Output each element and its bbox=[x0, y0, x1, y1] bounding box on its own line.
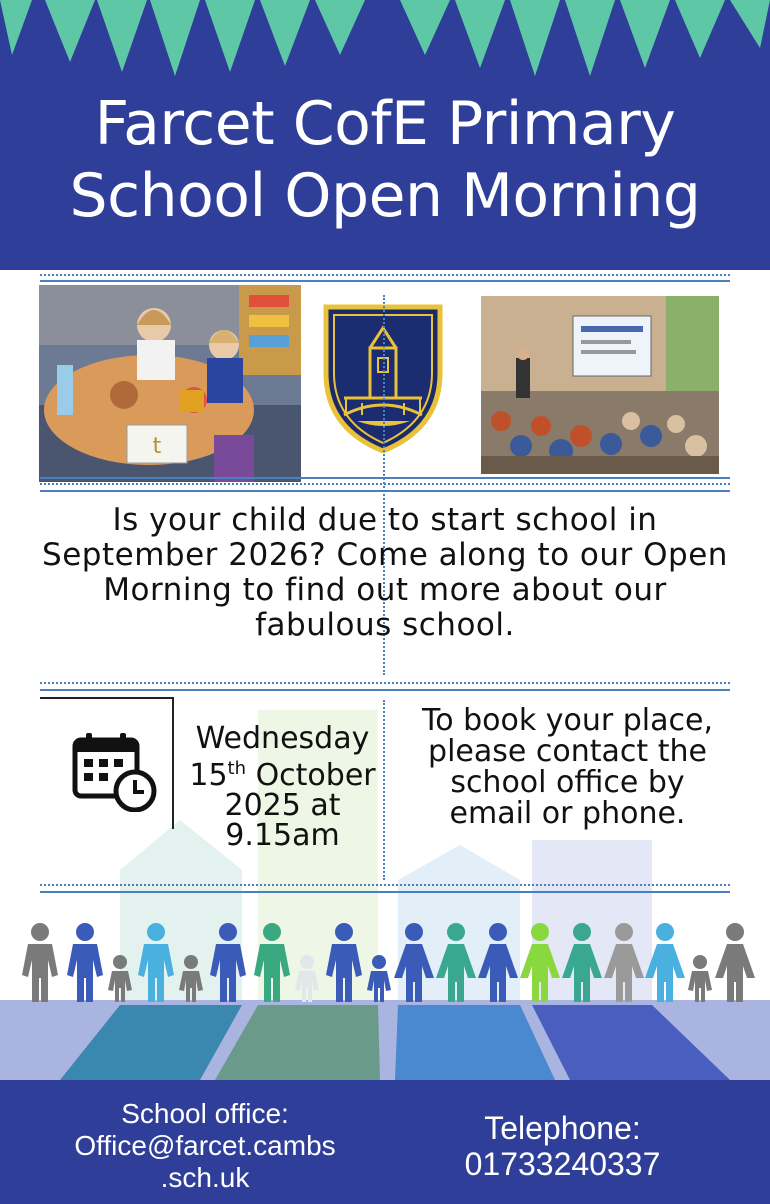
ground-graphic bbox=[0, 1000, 770, 1080]
divider bbox=[40, 884, 730, 886]
intro-text: Is your child due to start school in September 2026? Come along to our Open Morning to find out more about our fabulous school. bbox=[42, 502, 728, 643]
office-contact bbox=[40, 1098, 370, 1194]
telephone-label: Telephone: bbox=[484, 1110, 641, 1146]
divider bbox=[40, 477, 730, 479]
divider bbox=[40, 280, 730, 282]
booking-text: To book your place, please contact the school office by email or phone. bbox=[421, 703, 714, 831]
office-email-line-1[interactable]: Office@farcet.cambs bbox=[74, 1130, 336, 1161]
office-email-line-2[interactable]: .sch.uk bbox=[160, 1162, 250, 1193]
divider bbox=[40, 274, 730, 276]
telephone-number[interactable]: 01733240337 bbox=[464, 1146, 661, 1182]
divider bbox=[40, 682, 730, 684]
event-year: 2025 at bbox=[224, 788, 341, 823]
title-line-2: School Open Morning bbox=[69, 161, 701, 231]
assembly-photo bbox=[481, 296, 719, 474]
people-illustration bbox=[0, 920, 770, 1005]
divider bbox=[40, 490, 730, 492]
center-guide-line bbox=[383, 700, 385, 880]
header-banner bbox=[0, 0, 770, 270]
calendar-clock-icon bbox=[72, 732, 157, 812]
divider bbox=[40, 891, 730, 893]
svg-text:t: t bbox=[152, 434, 162, 459]
office-label: School office: bbox=[121, 1098, 289, 1129]
bunting-decoration bbox=[0, 0, 770, 80]
telephone-contact bbox=[420, 1110, 705, 1182]
event-time: 9.15am bbox=[225, 818, 340, 853]
title-line-1: Farcet CofE Primary bbox=[94, 89, 676, 159]
event-weekday: Wednesday bbox=[195, 721, 370, 756]
event-day-month: 15th October bbox=[189, 758, 376, 793]
event-date-time bbox=[180, 721, 385, 853]
page-title bbox=[0, 88, 770, 232]
classroom-photo bbox=[39, 285, 301, 482]
divider bbox=[40, 483, 730, 485]
